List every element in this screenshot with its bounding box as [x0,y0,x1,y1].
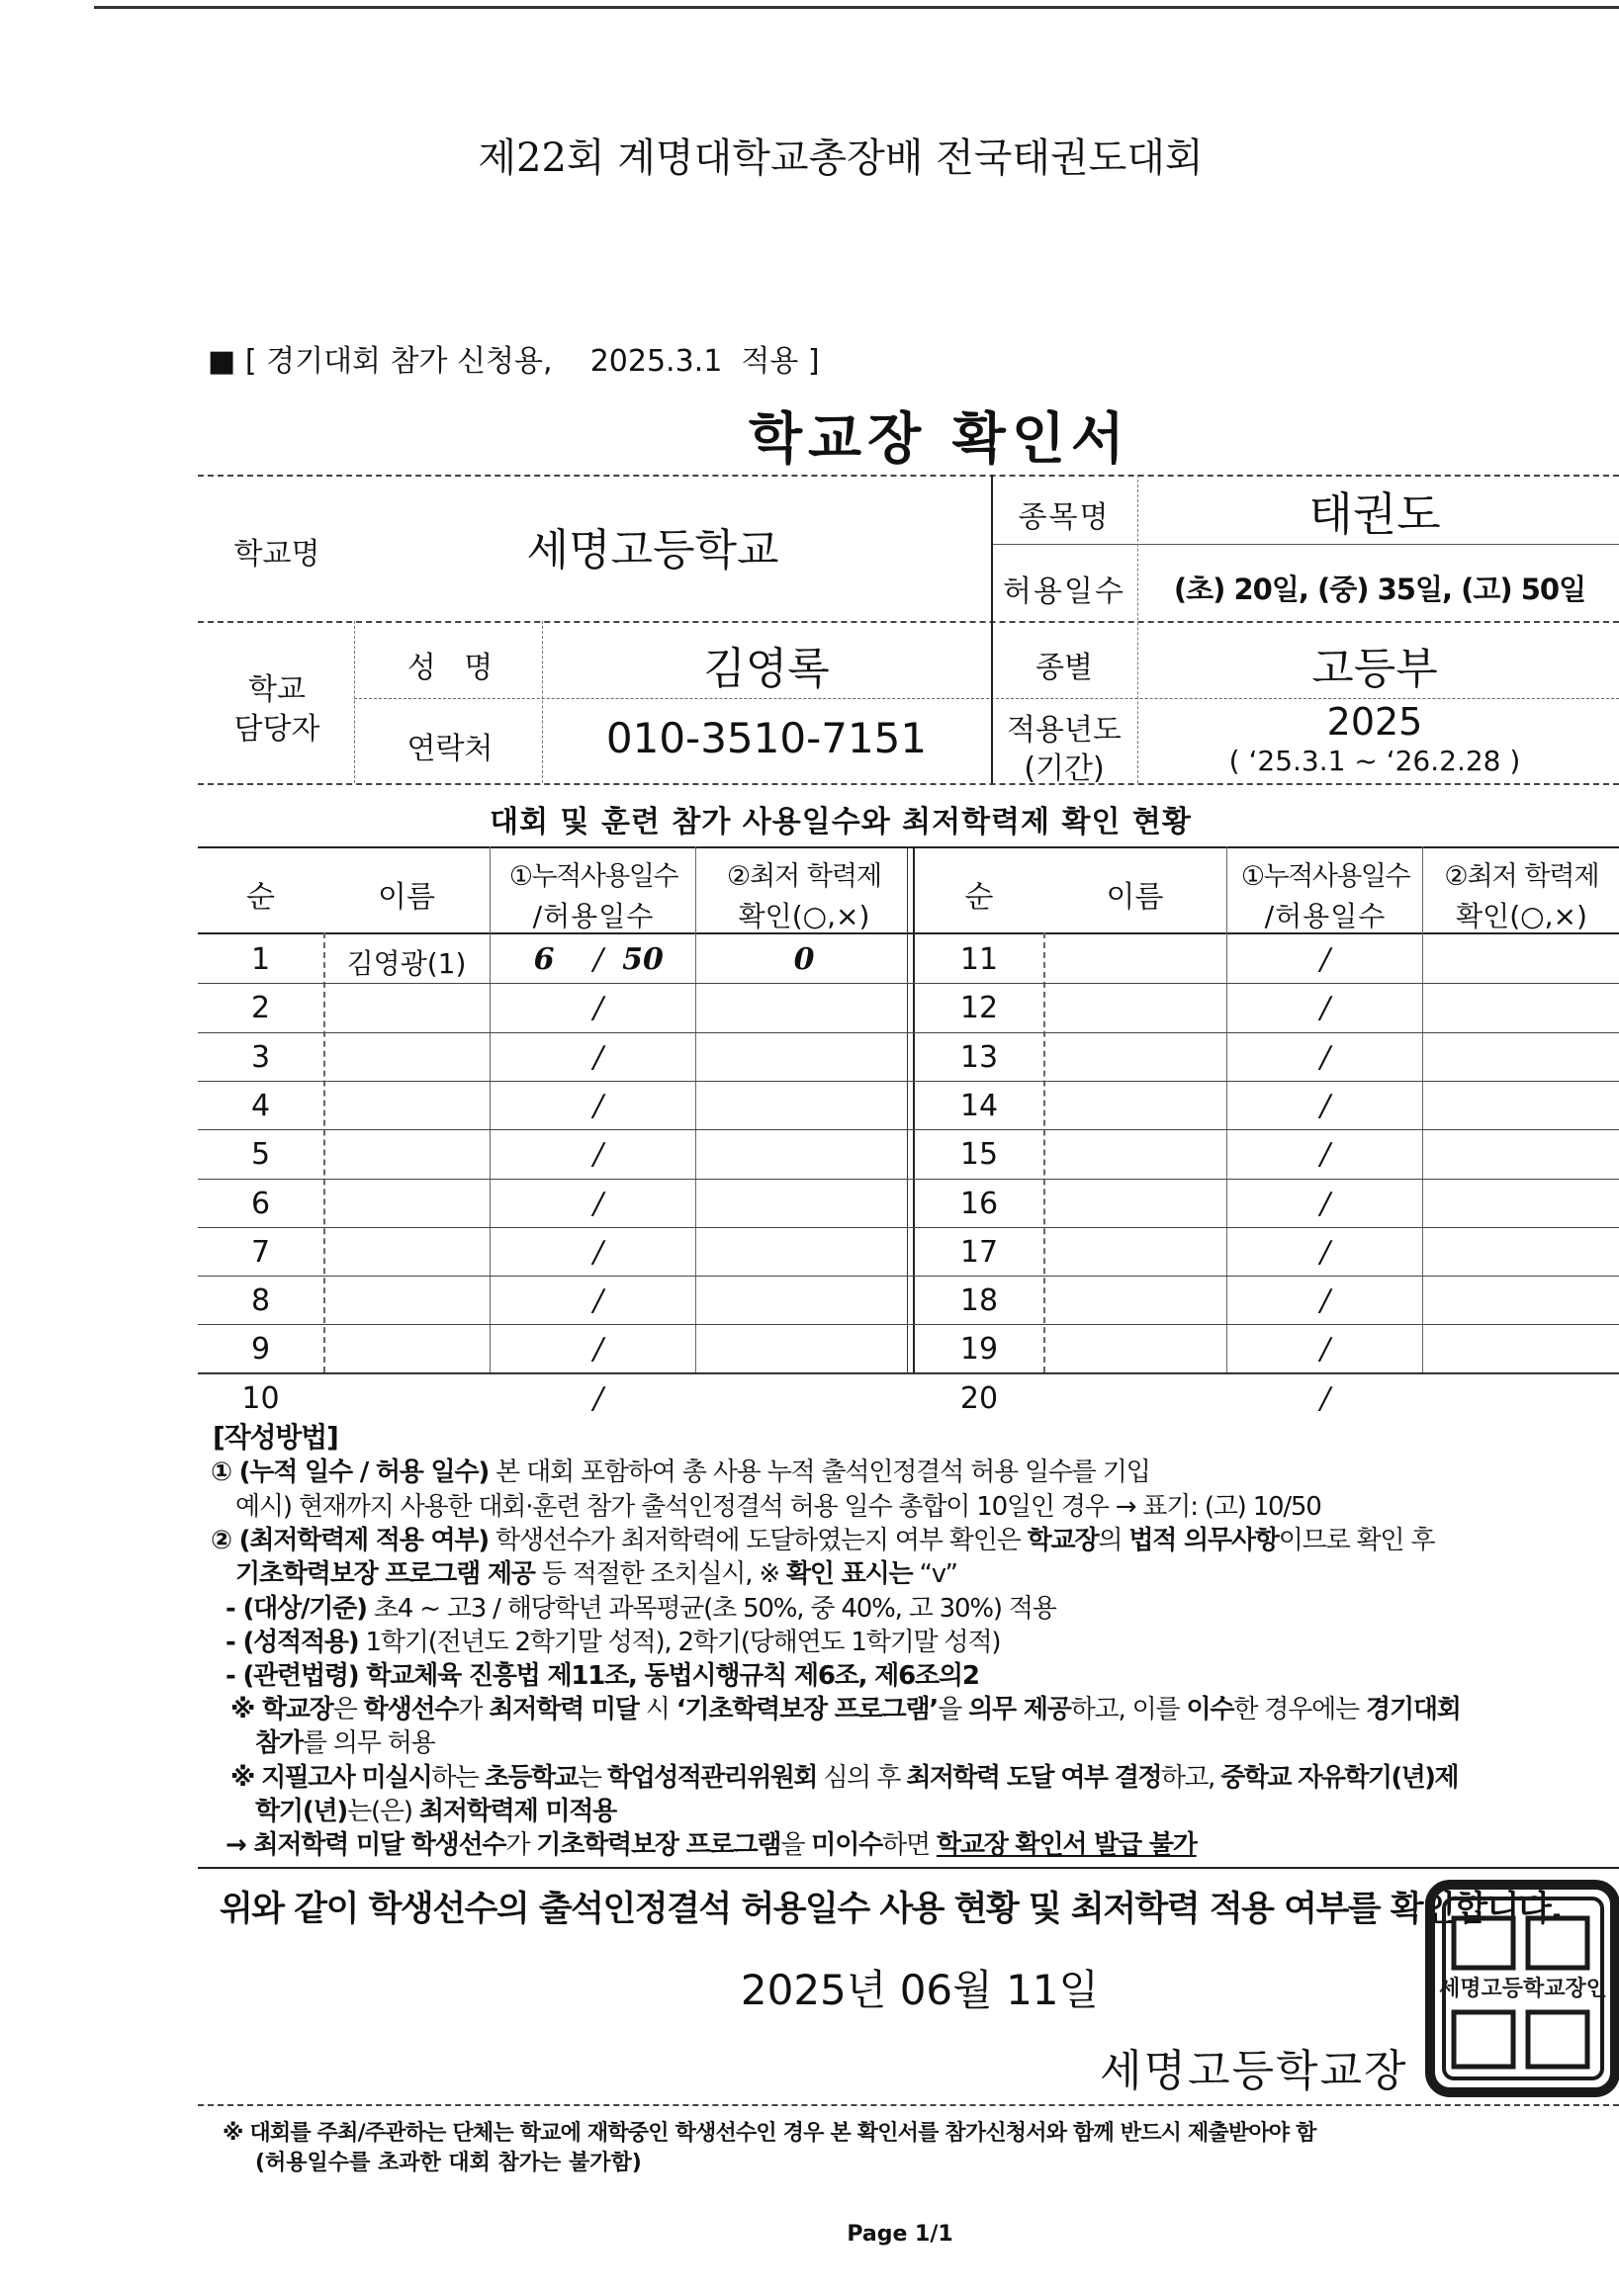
slash-separator: / [592,1381,604,1416]
form-note: ■ [ 경기대회 참가 신청용, 2025.3.1 적용 ] [208,344,820,379]
footer-note-1: ※ 대회를 주최/주관하는 단체는 학교에 재학중인 학생선수인 경우 본 확인서를 참가신청서와 함께 반드시 제출받아야 함 [223,2121,1316,2146]
slash-separator: / [592,1283,604,1318]
instruction-2-cont: 기초학력보장 프로그램 제공 등 적절한 조치실시, ※ 확인 표시는 “v” [235,1559,957,1589]
instruction-1: ① (누적 일수 / 허용 일수) 본 대회 포함하여 총 사용 누적 출석인정결석 허용 일수를 기입 [211,1457,1150,1487]
slash-separator: / [1319,1283,1331,1318]
slash-separator: / [1319,991,1331,1025]
name-value: 김영록 [703,644,830,694]
contact-label: 연락처 [406,732,494,766]
header-min-left-2: 확인(○,×) [738,900,870,932]
official-seal [1424,1879,1619,2098]
header-days-right-2: /허용일수 [1264,900,1387,932]
row-number: 5 [250,1137,271,1172]
row-number: 11 [959,942,999,977]
student-name: 김영광(1) [346,947,467,980]
slash-separator: / [592,1089,604,1123]
header-min-left-1: ②최저 학력제 [726,861,882,892]
row-number: 10 [241,1381,280,1416]
row-number: 2 [250,991,271,1025]
row-number: 8 [250,1283,271,1318]
min-academic-check: 0 [793,942,815,977]
note-certificate-restriction: → 최저학력 미달 학생선수가 기초학력보장 프로그램을 미이수하면 학교장 확인서 발급 불가 [225,1830,1197,1860]
manager-label-1: 학교 [248,672,306,707]
footer-note-2: (허용일수를 초과한 대회 참가는 불가함) [255,2151,642,2175]
sport-value: 태권도 [1308,487,1441,541]
division-value: 고등부 [1311,644,1438,694]
row-number: 20 [959,1381,999,1416]
page-number: Page 1/1 [847,2222,953,2247]
sport-label: 종목명 [1018,500,1111,535]
allowed-days-label: 허용일수 [1003,574,1125,609]
event-title: 제22회 계명대학교총장배 전국태권도대회 [478,135,1204,181]
slash-separator: / [1319,1235,1331,1270]
header-days-left-1: ①누적사용일수 [508,861,678,892]
header-min-right-1: ②최저 학력제 [1444,861,1599,892]
confirm-divider [198,1867,1619,1869]
name-label: 성 명 [406,651,494,685]
row-number: 13 [959,1040,999,1075]
slash-separator: / [592,1235,604,1270]
instructions-heading: [작성방법] [213,1421,338,1454]
section-title: 대회 및 훈련 참가 사용일수와 최저학력제 확인 현황 [490,805,1192,839]
year-label-1: 적용년도 [1007,713,1122,748]
contact-value: 010-3510-7151 [605,714,928,762]
note-elementary-cont: 학기(년)는(은) 최저학력제 미적용 [255,1797,617,1826]
manager-label-2: 담당자 [233,712,320,747]
row-number: 19 [959,1332,999,1367]
row-divider [198,1324,1619,1325]
row-number: 12 [959,991,999,1025]
used-days: 6 [533,942,555,977]
slash-separator: / [592,1137,604,1172]
slash-separator: / [1319,942,1331,977]
header-name-right: 이름 [1106,880,1164,915]
row-number: 4 [250,1089,271,1123]
slash-separator: / [1319,1137,1331,1172]
row-number: 15 [959,1137,999,1172]
year-value: 2025 [1326,700,1423,744]
school-value: 세명고등학교 [526,525,779,575]
top-edge-line [94,6,1619,9]
seal-text: 세명고등학교장인 [1438,1976,1608,2001]
row-divider [198,1129,1619,1130]
row-divider [198,1276,1619,1277]
row-divider [198,1373,1619,1374]
slash-separator: / [1319,1040,1331,1075]
slash-separator: / [1319,1332,1331,1367]
header-name-left: 이름 [378,880,435,915]
slash-separator: / [1319,1381,1331,1416]
row-number: 17 [959,1235,999,1270]
year-label-2: (기간) [1024,751,1105,786]
header-days-left-2: /허용일수 [532,900,655,932]
division-label: 종별 [1035,651,1093,685]
issue-date: 2025년 06월 11일 [740,1966,1100,2014]
slash-separator: / [1319,1187,1331,1221]
row-number: 7 [250,1235,271,1270]
row-number: 16 [959,1187,999,1221]
instruction-1-example: 예시) 현재까지 사용한 대회·훈련 참가 출석인정결석 허용 일수 총합이 10일인 경우 → 표기: (고) 10/50 [235,1492,1321,1522]
row-divider [198,1227,1619,1228]
footer-divider [198,2104,1619,2106]
row-divider [198,1032,1619,1033]
row-number: 18 [959,1283,999,1318]
row-number: 9 [250,1332,271,1367]
confirm-text: 위와 같이 학생선수의 출석인정결석 허용일수 사용 현황 및 최저학력 적용 여부를 확인합니다. [220,1890,1563,1929]
instruction-2: ② (최저학력제 적용 여부) 학생선수가 최저학력에 도달하였는지 여부 확인은 학교장의 법적 의무사항이므로 확인 후 [211,1526,1435,1555]
header-days-right-1: ①누적사용일수 [1240,861,1410,892]
note-principal-duty-cont: 참가를 의무 허용 [255,1728,435,1758]
row-divider [198,1081,1619,1082]
allowed-days: 50 [622,942,664,977]
slash-separator: / [592,942,604,977]
slash-separator: / [592,991,604,1025]
row-number: 6 [250,1187,271,1221]
grade-application: - (성적적용) 1학기(전년도 2학기말 성적), 2학기(당해연도 1학기말 성적) [225,1628,1001,1657]
row-divider [198,1179,1619,1180]
allowed-days-value: (초) 20일, (중) 35일, (고) 50일 [1173,573,1586,606]
header-no-right: 순 [964,880,994,915]
target-criteria: - (대상/기준) 초4 ~ 고3 / 해당학년 과목평균(초 50%, 중 40%, 고 30%) 적용 [225,1594,1056,1624]
document-title: 학교장 확인서 [748,407,1131,472]
slash-separator: / [1319,1089,1331,1123]
header-min-right-2: 확인(○,×) [1456,900,1587,932]
slash-separator: / [592,1187,604,1221]
principal-title: 세명고등학교장 [1100,2046,1408,2096]
school-label: 학교명 [233,537,320,572]
related-laws: - (관련법령) 학교체육 진흥법 제11조, 동법시행규칙 제6조, 제6조의2 [225,1661,979,1691]
slash-separator: / [592,1332,604,1367]
row-number: 1 [250,942,271,977]
note-elementary: ※ 지필고사 미실시하는 초등학교는 학업성적관리위원회 심의 후 최저학력 도달 여부 결정하고, 중학교 자유학기(년)제 [230,1763,1458,1793]
row-divider [198,983,1619,984]
header-no-left: 순 [246,880,275,915]
row-number: 3 [250,1040,271,1075]
slash-separator: / [592,1040,604,1075]
period-value: ( ‘25.3.1 ~ ‘26.2.28 ) [1228,745,1521,777]
note-principal-duty: ※ 학교장은 학생선수가 최저학력 미달 시 ‘기초학력보장 프로그램’을 의무 제공하고, 이를 이수한 경우에는 경기대회 [230,1695,1461,1724]
row-number: 14 [959,1089,999,1123]
